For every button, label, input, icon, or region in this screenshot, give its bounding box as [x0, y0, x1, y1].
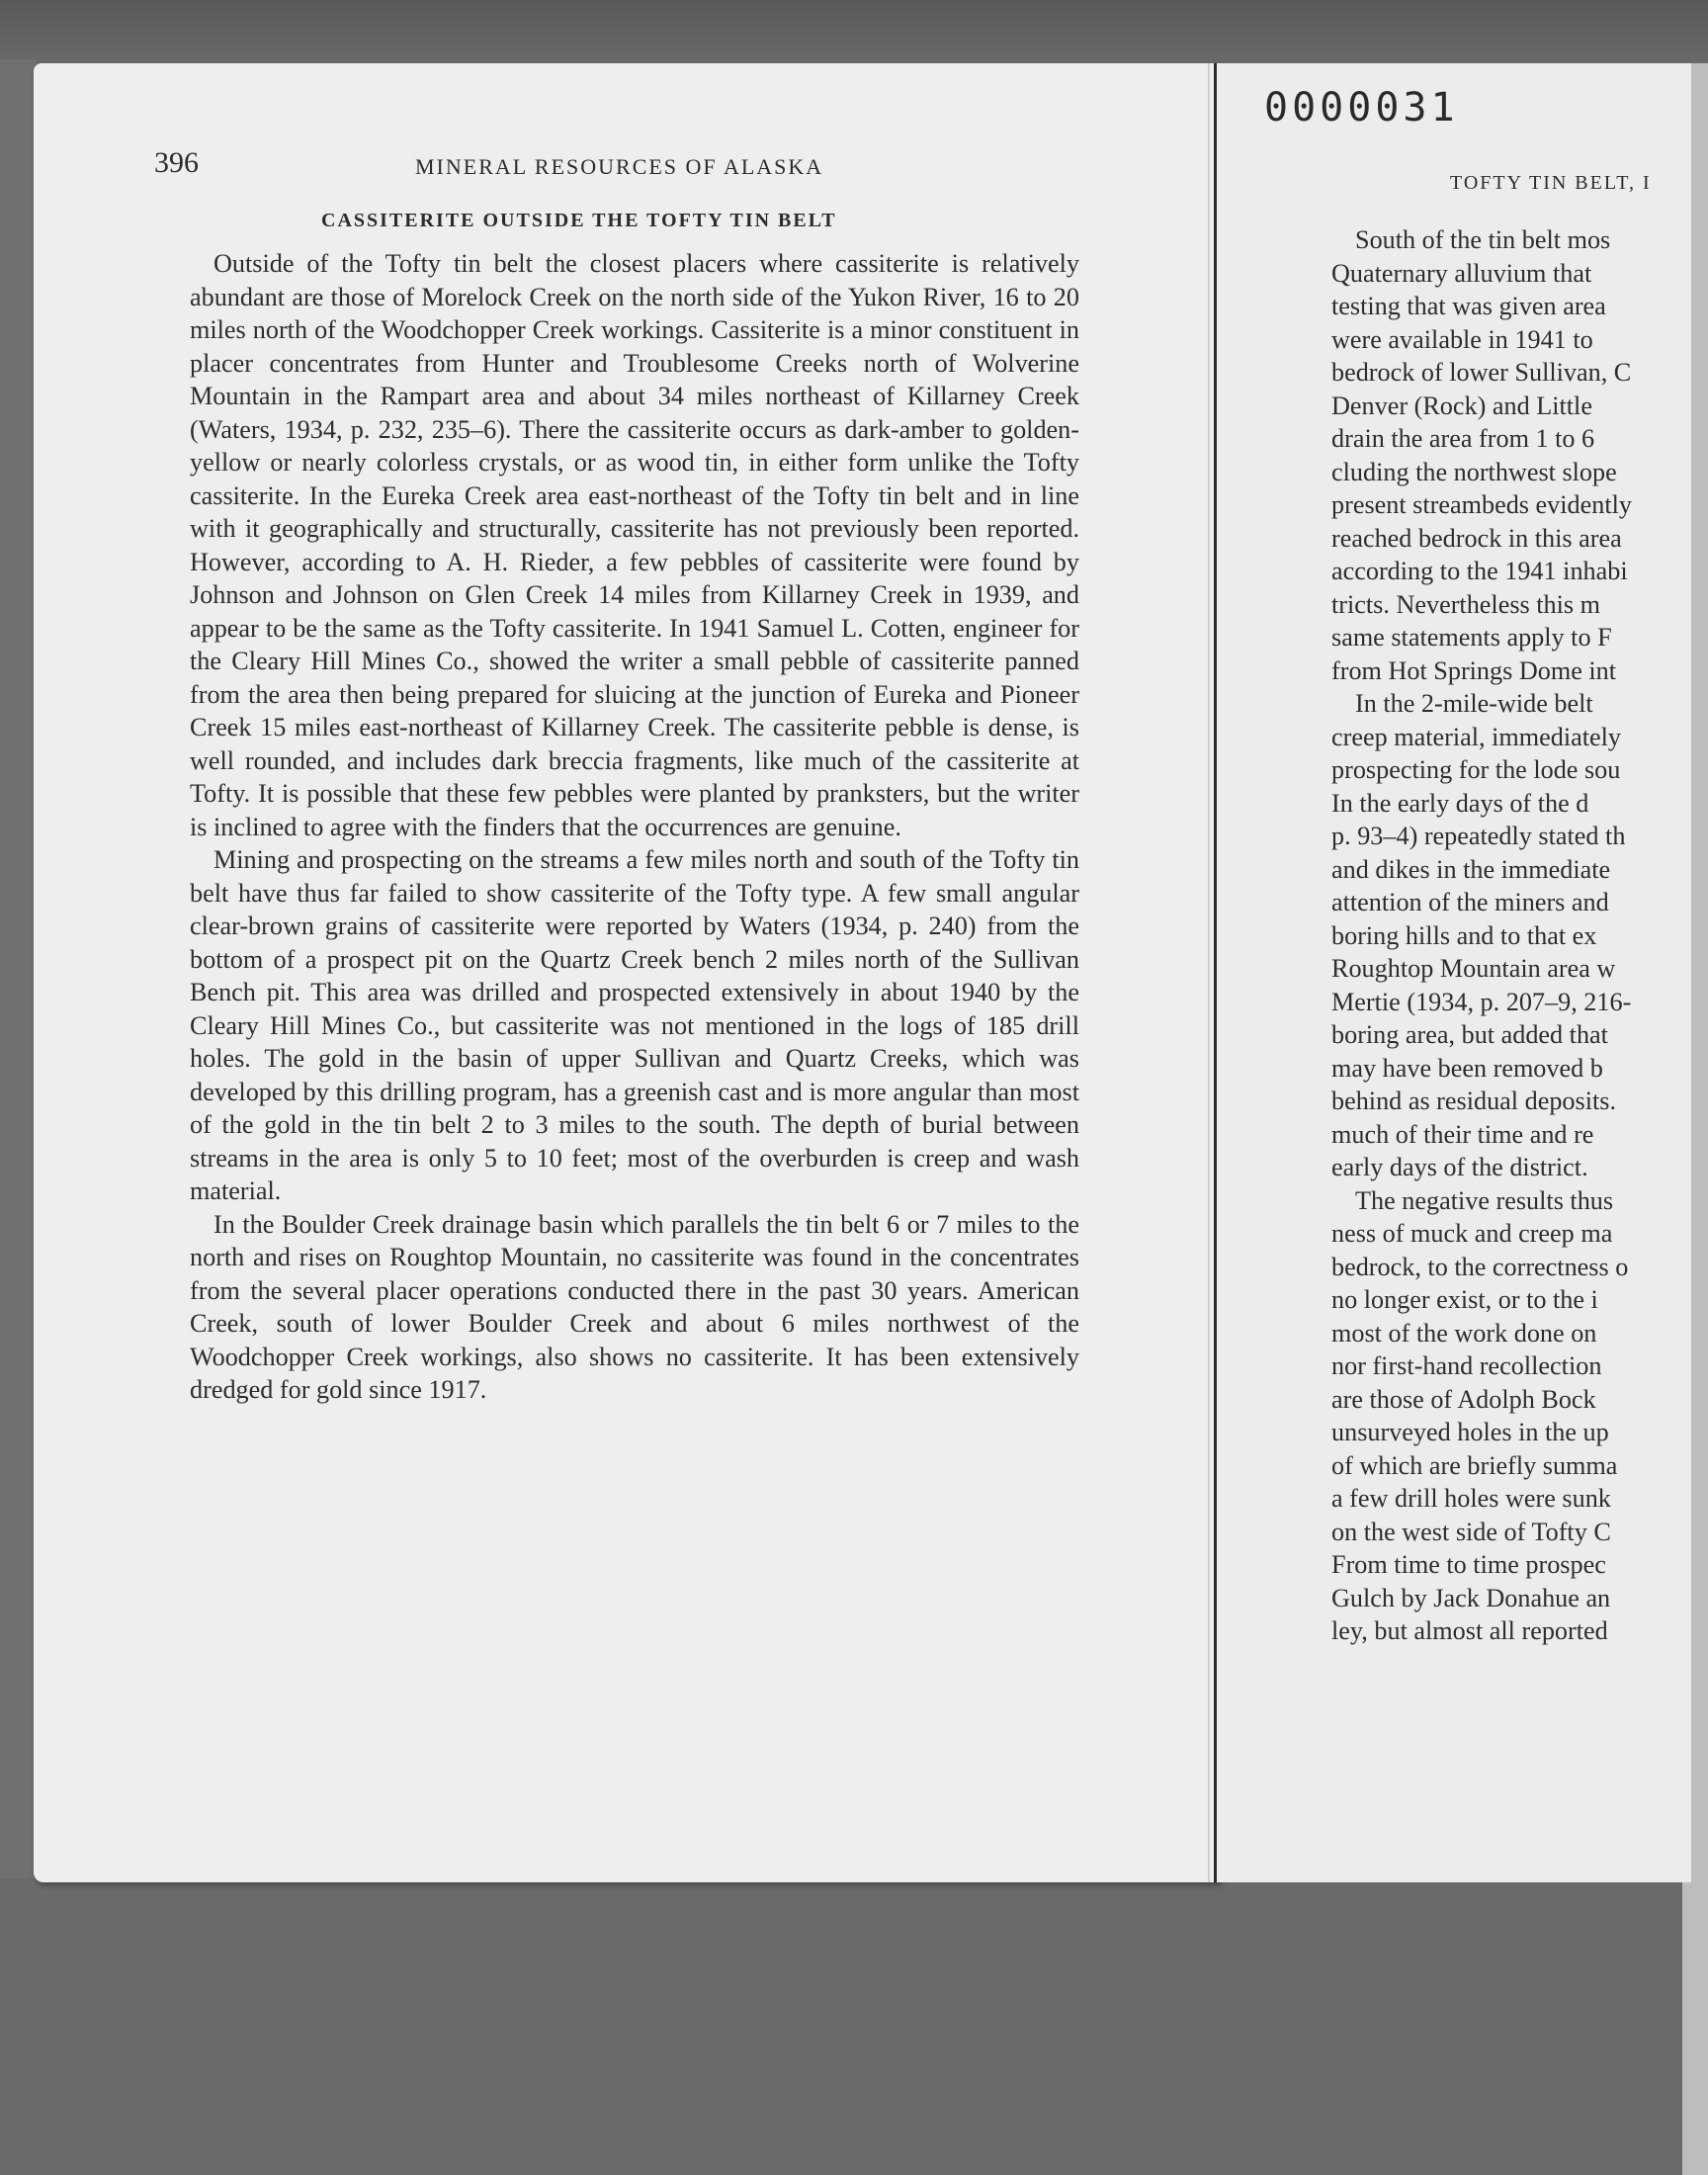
stamp-number: 0000031	[1264, 85, 1459, 130]
right-page-line: from Hot Springs Dome int	[1331, 655, 1617, 685]
paragraph: Outside of the Tofty tin belt the closest placers where cassiterite is relatively abundant are those of Morelock Creek on the north side of the Yukon River, 16 to 20 miles north of the Woodchopper Creek workings. Cassiterite is a minor constituent in placer concentrates from Hunter and Troublesome Creeks north of Wolverine Mountain in the Rampart area and about 34 miles northeast of Killarney Creek (Waters, 1934, p. 232, 235–6). There the cassiterite occurs as dark-amber to golden-yellow or nearly colorless crystals, or as wood tin, in either form unlike the Tofty cassiterite. In the Eureka Creek area east-northeast of the Tofty tin belt and in line with it geographically and structurally, cassiterite has not previously been reported. However, according to A. H. Rieder, a few pebbles of cassiterite were found by Johnson and Johnson on Glen Creek 14 miles from Killarney Creek in 1939, and appear to be the same as the Tofty cassiterite. In 1941 Samuel L. Cotten, engineer for the Cleary Hill Mines Co., showed the writer a small pebble of cassiterite panned from the area then being prepared for sluicing at the junction of Eureka and Pioneer Creek 15 miles east-northeast of Killarney Creek. The cassiterite pebble is dense, is well rounded, and includes dark breccia fragments, like much of the cassiterite at Tofty. It is possible that these few pebbles were planted by pranksters, but the writer is inclined to agree with the finders that the occurrences are genuine.	[190, 249, 1079, 841]
right-page-line: ness of muck and creep ma	[1331, 1219, 1613, 1248]
right-page-line: The negative results thus	[1355, 1185, 1614, 1215]
right-page-line: same statements apply to F	[1331, 623, 1612, 652]
right-page-line: of which are briefly summa	[1331, 1450, 1618, 1480]
right-page-line: on the west side of Tofty C	[1331, 1517, 1611, 1546]
scan-background-bottom	[0, 1878, 1708, 2175]
right-page-line: In the 2-mile-wide belt	[1355, 689, 1593, 718]
right-page-line: no longer exist, or to the i	[1331, 1285, 1598, 1314]
right-page-line: nor first-hand recollection	[1331, 1351, 1602, 1380]
right-page-line: bedrock, to the correctness o	[1331, 1252, 1629, 1281]
right-page-line: early days of the district.	[1331, 1153, 1588, 1181]
right-page-line: drain the area from 1 to 6	[1331, 424, 1595, 453]
right-page-line: a few drill holes were sunk	[1331, 1484, 1611, 1513]
right-page-line: Roughtop Mountain area w	[1331, 954, 1616, 983]
right-page-line: boring area, but added that	[1331, 1020, 1608, 1049]
running-head: MINERAL RESOURCES OF ALASKA	[415, 154, 824, 179]
right-page	[1214, 63, 1691, 1882]
paragraph: In the Boulder Creek drainage basin which parallels the tin belt 6 or 7 miles to the north and rises on Roughtop Mountain, no cassiterite was found in the concentrates from the several placer operations conducted there in the past 30 years. American Creek, south of lower Boulder Creek and about 6 miles northwest of the Woodchopper Creek workings, also shows no cassiterite. It has been extensively dredged for gold since 1917.	[190, 1209, 1079, 1404]
right-page-line: From time to time prospec	[1331, 1550, 1606, 1579]
right-page-line: according to the 1941 inhabi	[1331, 557, 1628, 585]
right-page-line: attention of the miners and	[1331, 888, 1609, 916]
right-page-line: much of their time and re	[1331, 1119, 1594, 1149]
right-page-line: are those of Adolph Bock	[1331, 1384, 1596, 1414]
right-page-line: prospecting for the lode sou	[1331, 755, 1621, 784]
section-heading: CASSITERITE OUTSIDE THE TOFTY TIN BELT	[321, 210, 837, 231]
paragraph: Mining and prospecting on the streams a few miles north and south of the Tofty tin belt have thus far failed to show cassiterite of the Tofty type. A few small angular clear-brown grains of cassiterite were reported by Waters (1934, p. 240) from the bottom of a prospect pit on the Quartz Creek bench 2 miles north of the Sullivan Bench pit. This area was drilled and prospected extensively in about 1940 by the Cleary Hill Mines Co., but cassiterite was not mentioned in the logs of 185 drill holes. The gold in the basin of upper Sullivan and Quartz Creeks, which was developed by this drilling program, has a greenish cast and is more angular than most of the gold in the tin belt 2 to 3 miles to the south. The depth of burial between streams in the area is only 5 to 10 feet; most of the overburden is creep and wash material.	[190, 845, 1079, 1205]
right-page-line: cluding the northwest slope	[1331, 457, 1617, 486]
page-spine	[1208, 63, 1210, 1882]
right-page-line: testing that was given area	[1331, 292, 1606, 320]
page-number: 396	[154, 146, 199, 179]
body-text	[190, 247, 1079, 1407]
right-page-line: p. 93–4) repeatedly stated th	[1331, 822, 1626, 850]
right-page-line: reached bedrock in this area	[1331, 523, 1622, 553]
right-page-line: tricts. Nevertheless this m	[1331, 589, 1601, 619]
right-page-line: Denver (Rock) and Little	[1331, 391, 1592, 420]
right-page-line: and dikes in the immediate	[1331, 854, 1611, 884]
right-running-head: TOFTY TIN BELT, I	[1450, 172, 1652, 194]
right-page-line: ley, but almost all reported	[1331, 1616, 1608, 1645]
right-page-line: present streambeds evidently	[1331, 490, 1632, 519]
right-page-line: Gulch by Jack Donahue an	[1331, 1583, 1611, 1612]
right-page-line: bedrock of lower Sullivan, C	[1331, 358, 1632, 387]
right-page-line: South of the tin belt mos	[1355, 225, 1611, 254]
right-page-line: behind as residual deposits.	[1331, 1087, 1617, 1115]
right-page-line: boring hills and to that ex	[1331, 920, 1597, 950]
scan-background-top	[0, 0, 1708, 69]
right-page-line: most of the work done on	[1331, 1318, 1597, 1348]
right-page-line: may have been removed b	[1331, 1053, 1603, 1083]
right-page-text	[1331, 223, 1691, 1648]
right-page-line: creep material, immediately	[1331, 722, 1622, 751]
right-page-line: Quaternary alluvium that	[1331, 258, 1592, 288]
right-page-line: In the early days of the d	[1331, 788, 1589, 818]
right-page-line: were available in 1941 to	[1331, 324, 1593, 354]
right-page-line: Mertie (1934, p. 207–9, 216-	[1331, 987, 1632, 1016]
right-page-line: unsurveyed holes in the up	[1331, 1418, 1609, 1446]
scan-background-left	[0, 59, 36, 1898]
